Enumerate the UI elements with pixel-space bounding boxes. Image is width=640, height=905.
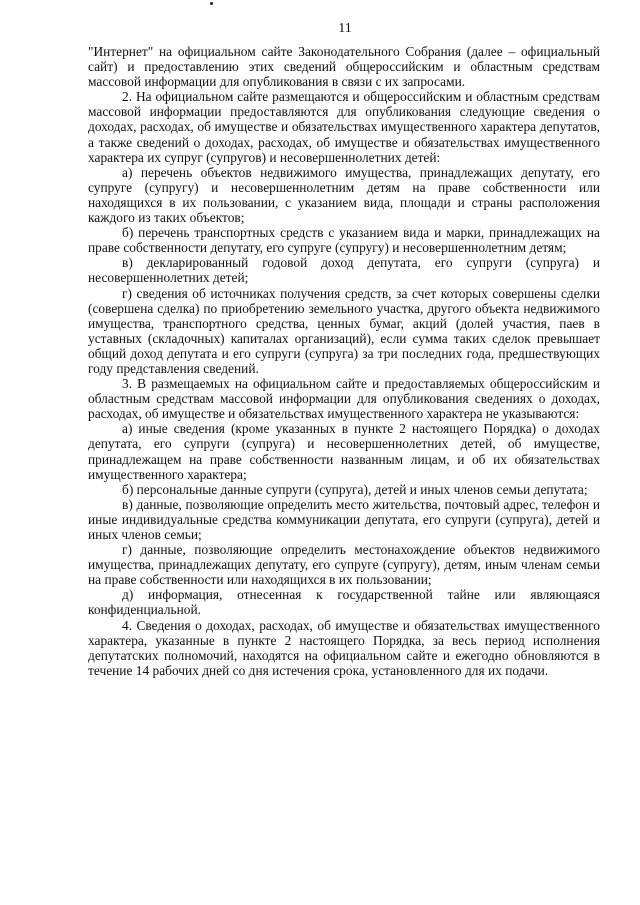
subitem-2b: б) перечень транспортных средств с указанием вида и марки, принадлежащих на праве собственности депутату, его супруге (супругу) и несовершеннолетним детям; [88,225,600,256]
scan-mark [210,2,213,5]
paragraph-continuation: "Интернет" на официальном сайте Законодательного Собрания (далее – официальный сайт) и предоставлению этих сведений общероссийским и областным средствам массовой информации для опубликования в связи с их запросами. [88,44,600,90]
page-number: 11 [338,21,352,36]
subitem-2v: в) декларированный годовой доход депутата, его супруги (супруга) и несовершеннолетних детей; [88,255,600,286]
paragraph-item-2: 2. На официальном сайте размещаются и общероссийским и областным средствам массовой информации предоставляются для опубликования следующие сведения о доходах, расходах, об имуществе и обязательствах имущественного характера депутатов, а также сведений о доходах, расходах, об имуществе и обязательствах имущественного характера их супруг (супругов) и несовершеннолетних детей: [88,89,600,165]
subitem-3a: а) иные сведения (кроме указанных в пункте 2 настоящего Порядка) о доходах депутата, его супруги (супруга) и несовершеннолетних детей, об имуществе, принадлежащем на праве собственности названным лицам, и об их обязательствах имущественного характера; [88,421,600,482]
subitem-2a: а) перечень объектов недвижимого имущества, принадлежащих депутату, его супруге (супругу) и несовершеннолетним детям на праве собственности или находящихся в их пользовании, с указанием вида, площади и страны расположения каждого из таких объектов; [88,164,600,226]
subitem-3g: г) данные, позволяющие определить местонахождение объектов недвижимого имущества, принадлежащих депутату, его супруге (супругу), детям, иным членам семьи на праве собственности или находящихся в их пользовании; [88,542,600,588]
subitem-3d: д) информация, отнесенная к государственной тайне или являющаяся конфиденциальной. [88,587,600,618]
paragraph-item-4: 4. Сведения о доходах, расходах, об имуществе и обязательствах имущественного характера, указанные в пункте 2 настоящего Порядка, за весь период исполнения депутатских полномочий, находятся на официальном сайте и ежегодно обновляются в течение 14 рабочих дней со дня истечения срока, установленного для их подачи. [88,617,600,678]
paragraph-item-3: 3. В размещаемых на официальном сайте и предоставляемых общероссийским и областным средствам массовой информации для опубликования сведениях о доходах, расходах, об имуществе и обязательствах имущественного характера не указываются: [88,376,600,422]
document-body [88,44,600,678]
subitem-3v: в) данные, позволяющие определить место жительства, почтовый адрес, телефон и иные индивидуальные средства коммуникации депутата, его супруги (супруга), детей и иных членов семьи; [88,496,600,542]
subitem-3b: б) персональные данные супруги (супруга), детей и иных членов семьи депутата; [122,481,588,497]
subitem-2g: г) сведения об источниках получения средств, за счет которых совершены сделки (совершена сделка) по приобретению земельного участка, другого объекта недвижимого имущества, транспортного средства, ценных бумаг, акций (долей участия, паев в уставных (складочных) капиталах организаций), если сумма таких сделок превышает общий доход депутата и его супруги (супруга) за три последних года, предшествующих году представления сведений. [88,285,600,376]
